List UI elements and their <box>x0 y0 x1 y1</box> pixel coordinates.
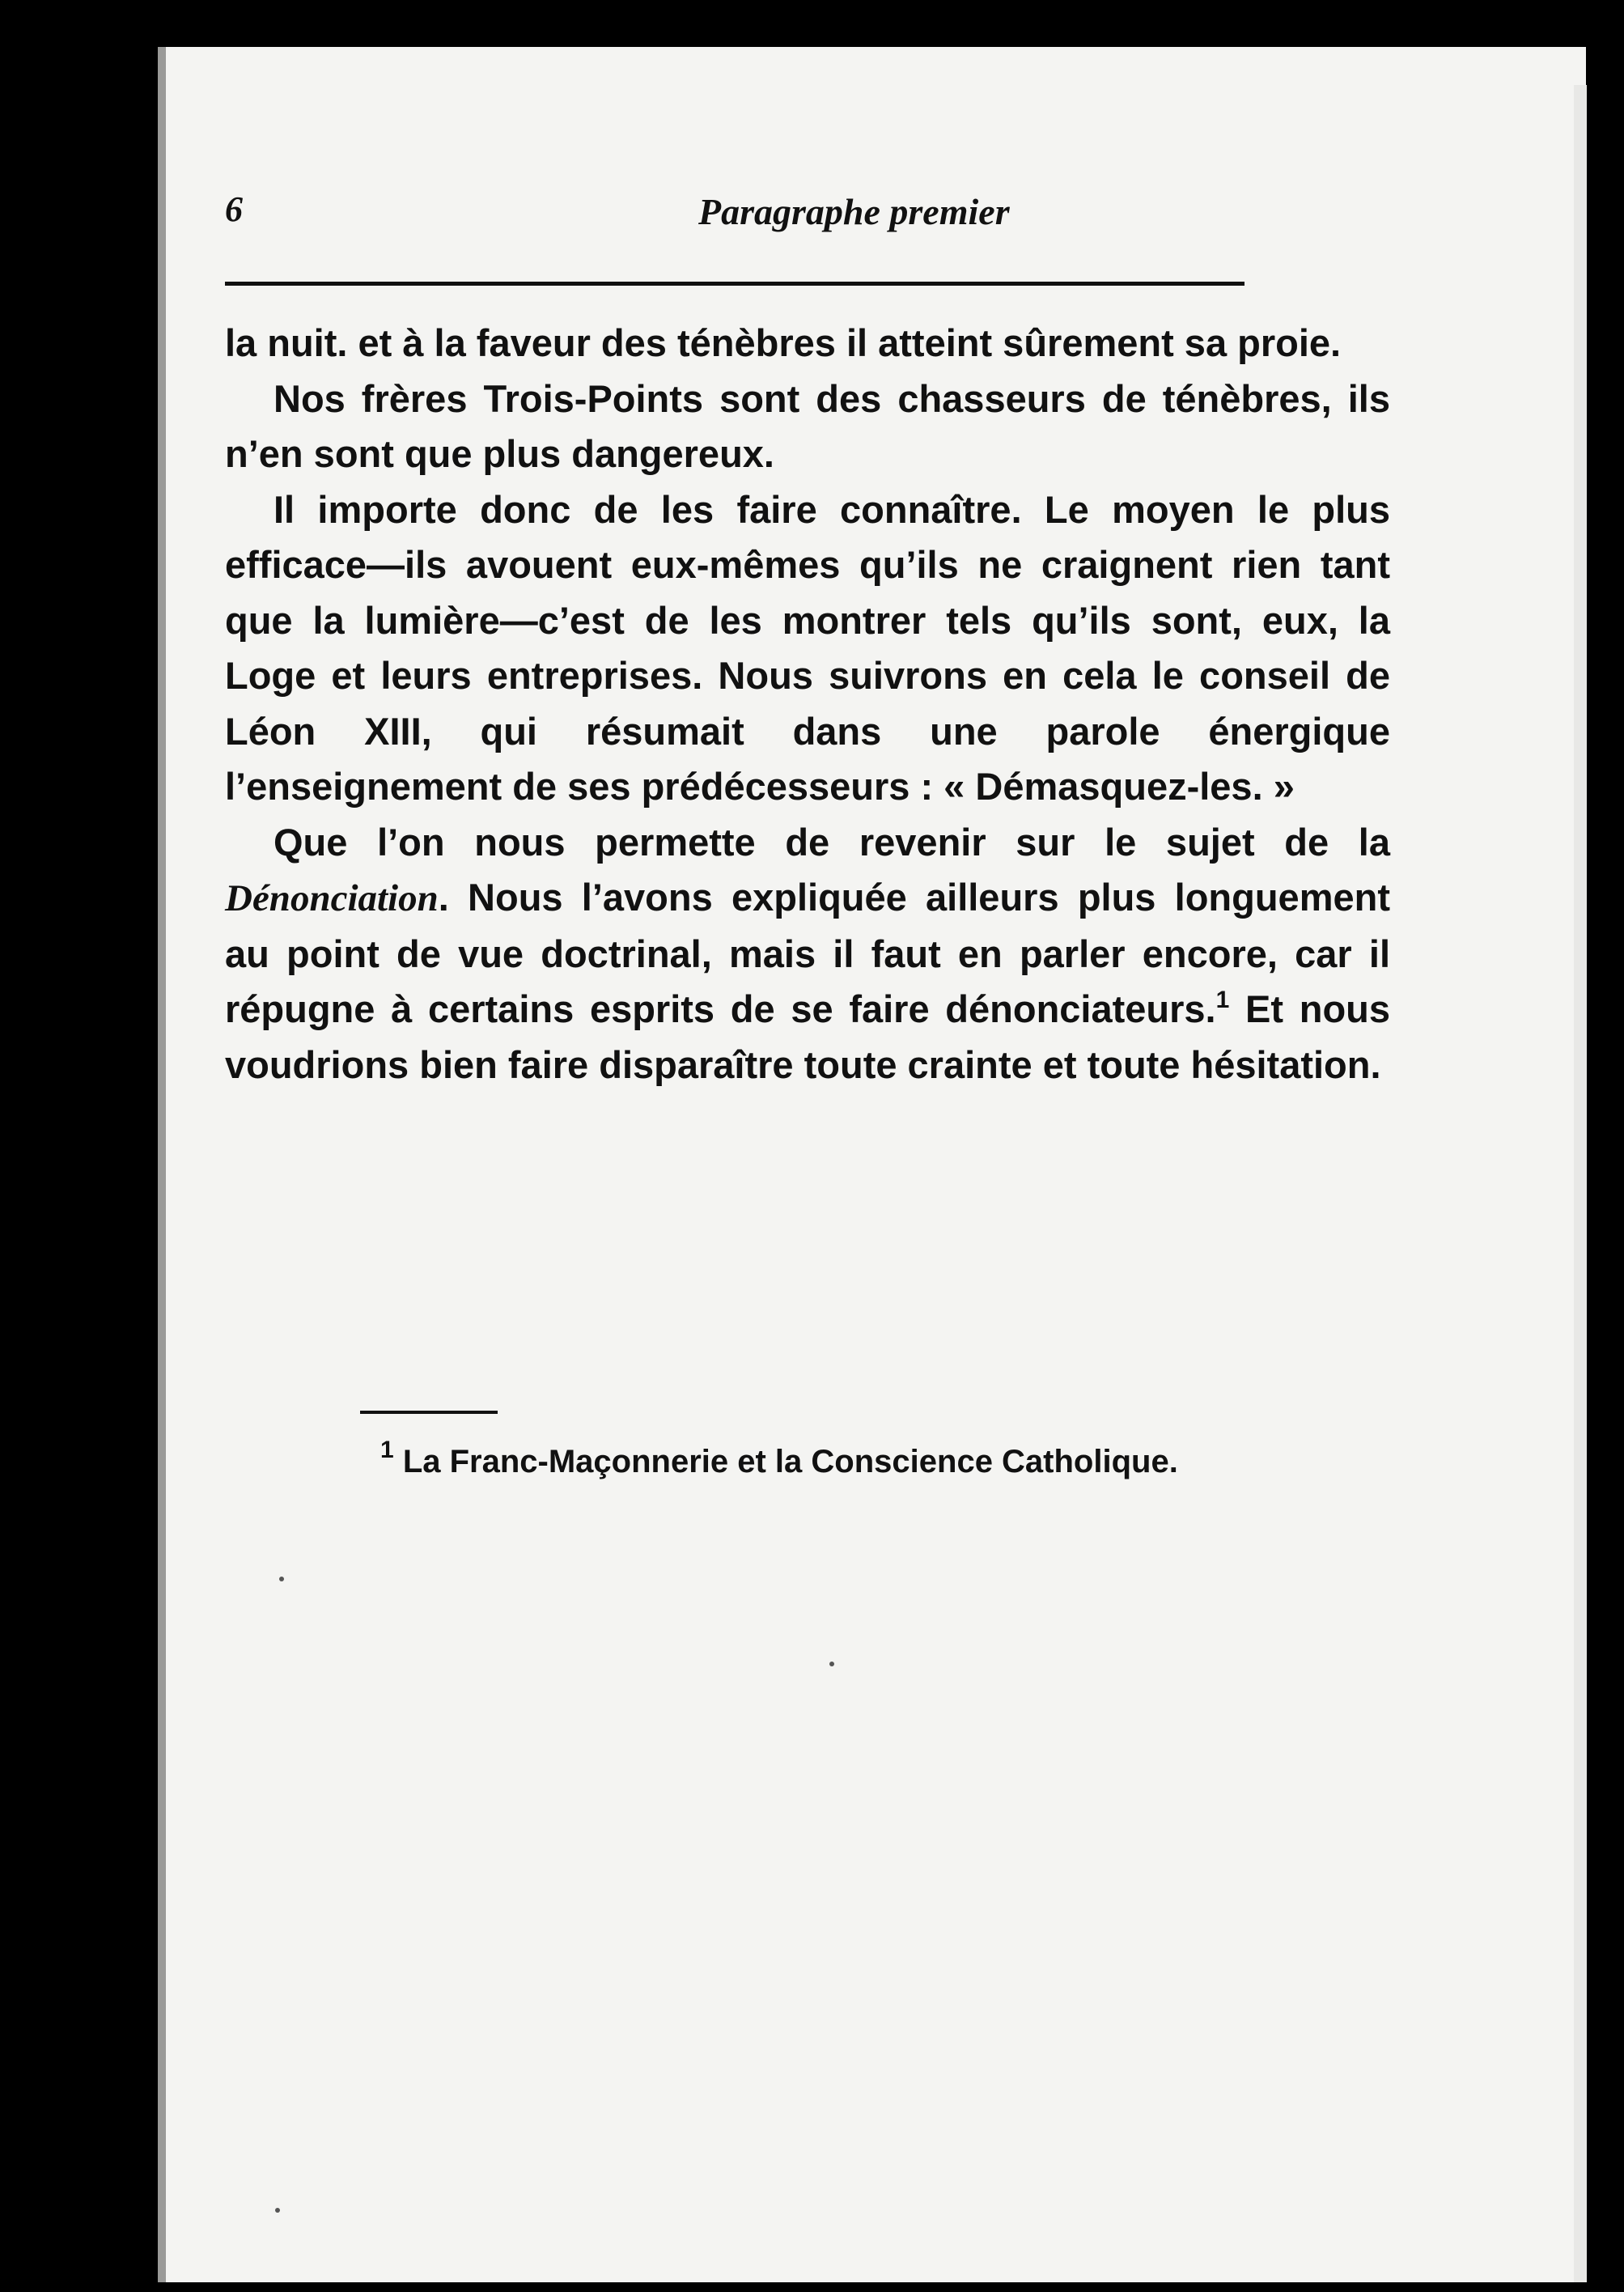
paragraph-2: Nos frères Trois-Points sont des chasseurs de ténèbres, ils n’en sont que plus dangereux. <box>225 376 1390 475</box>
scan-speck <box>279 1577 284 1581</box>
footnote-reference: 1 <box>1215 987 1230 1013</box>
scan-speck <box>275 2208 280 2213</box>
page-edge <box>1574 85 1587 2282</box>
scan-speck <box>829 1662 834 1666</box>
footnote-text: La Franc-Maçonnerie et la Conscience Catholique. <box>402 1444 1178 1479</box>
running-head: Paragraphe premier <box>698 191 1010 232</box>
header-rule <box>225 282 1245 286</box>
footnote-rule <box>360 1411 498 1414</box>
paragraph-4-end: Et nous voudrions bien faire disparaître toute crainte et toute hésitation. <box>225 987 1390 1086</box>
footnote <box>380 1439 1392 1484</box>
body-text <box>225 316 1390 1093</box>
footnote-mark: 1 <box>380 1437 394 1463</box>
emphasis-denonciation: Dénonciation <box>225 877 439 919</box>
page-header <box>225 166 1390 239</box>
paragraph-4-middle: . Nous l’avons expliquée ailleurs plus longuement au point de vue doctrinal, mais il faut en parler encore, car il répugne à certains esprits de se faire dénonciateurs. <box>225 876 1390 1030</box>
paragraph-4-start: Que l’on nous permette de revenir sur le sujet de la <box>273 820 1390 864</box>
paragraph-4 <box>225 815 1390 1093</box>
page-number: 6 <box>225 189 243 229</box>
paragraph-1: la nuit. et à la faveur des ténèbres il atteint sûrement sa proie. <box>225 321 1342 364</box>
paragraph-3: Il importe donc de les faire connaître. Le moyen le plus efficace—ils avouent eux-mêmes qu’ils ne craignent rien tant que la lumière—c’est de les montrer tels qu’ils sont, eux, la Loge et leurs entreprises. Nous suivrons en cela le conseil de Léon XIII, qui résumait dans une parole énergique l’enseignement de ses prédécesseurs : « Démasquez-les. » <box>225 487 1390 808</box>
